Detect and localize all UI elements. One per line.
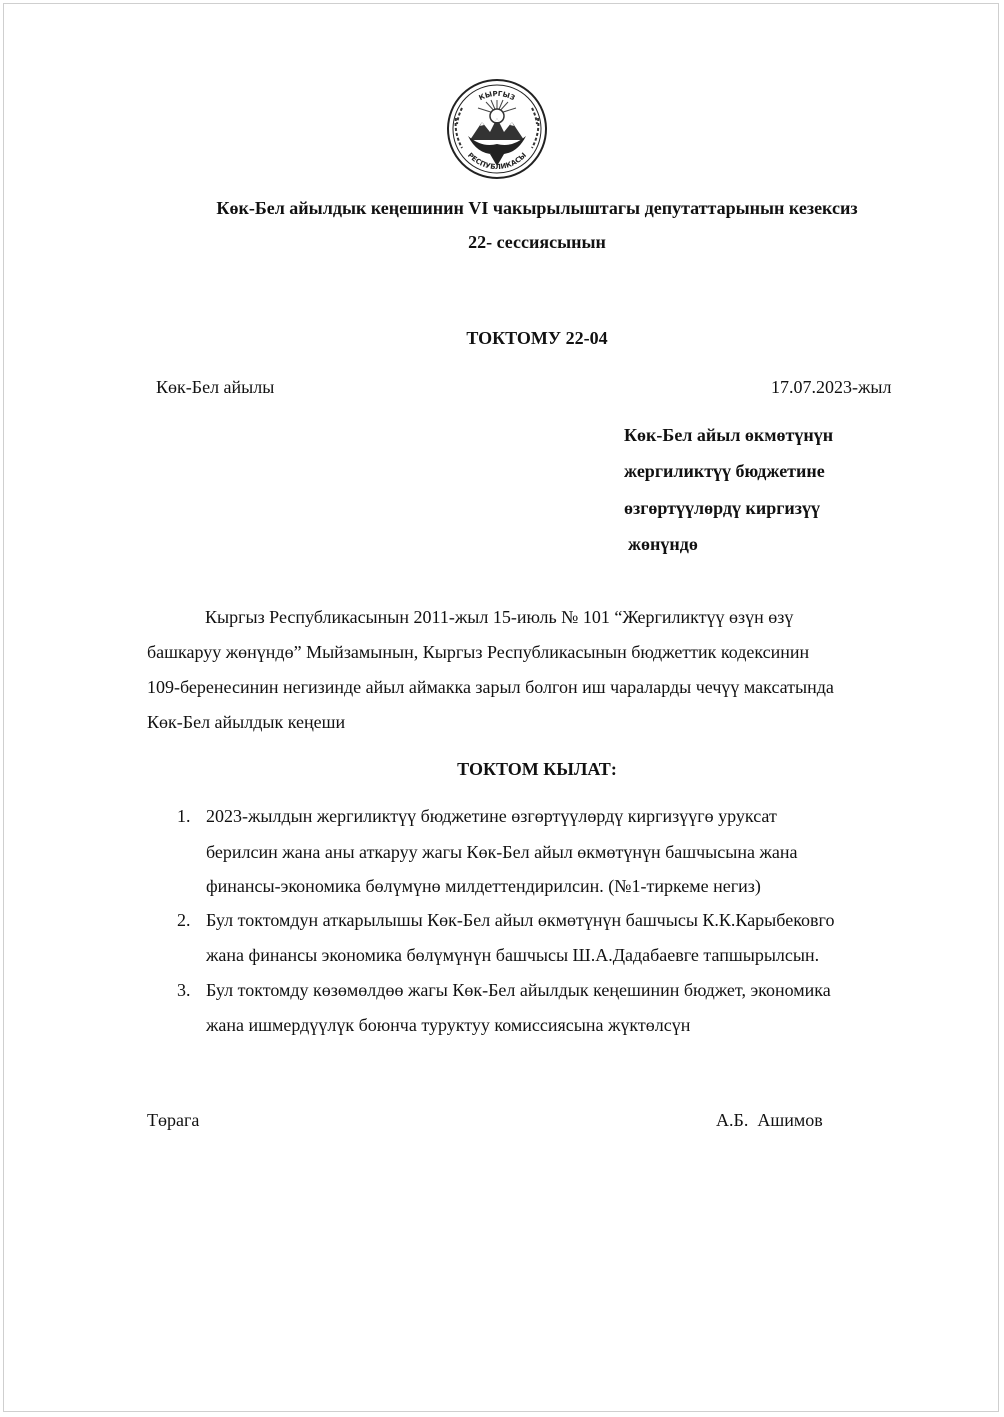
list-item-1-line-2: берилсин жана аны аткаруу жагы Көк-Бел айыл өкмөтүнүн башчысына жана bbox=[206, 842, 798, 862]
subject-line-1: Көк-Бел айыл өкмөтүнүн bbox=[624, 425, 834, 445]
header-line-2: 22- сессиясынын bbox=[468, 232, 606, 252]
subject-line-3: өзгөртүүлөрдү киргизүү bbox=[624, 498, 821, 518]
list-item-number: 3. bbox=[177, 980, 191, 1000]
decree-date: 17.07.2023-жыл bbox=[771, 377, 892, 397]
resolves-heading: ТОКТОМ КЫЛАТ: bbox=[457, 759, 617, 779]
list-item-number: 1. bbox=[177, 806, 191, 826]
emblem-top-text: КЫРГЫЗ bbox=[477, 89, 517, 103]
list-item-2-line-2: жана финансы экономика бөлүмүнүн башчысы Ш.А.Дадабаевге тапшырылсын. bbox=[206, 945, 820, 965]
decree-title: ТОКТОМУ 22-04 bbox=[466, 328, 608, 348]
preamble-line-2: башкаруу жөнүндө” Мыйзамынын, Кыргыз Республикасынын бюджеттик кодексинин bbox=[147, 642, 810, 662]
list-item-number: 2. bbox=[177, 910, 191, 930]
signature-role: Төрага bbox=[147, 1110, 200, 1130]
emblem-bottom-text: РЕСПУБЛИКАСЫ bbox=[465, 151, 529, 172]
decree-place: Көк-Бел айылы bbox=[156, 377, 275, 397]
list-item-1-line-3: финансы-экономика бөлүмүнө милдеттендирилсин. (№1-тиркеме негиз) bbox=[206, 876, 761, 896]
preamble-line-3: 109-беренесинин негизинде айыл аймакка зарыл болгон иш чараларды чечүү максатында bbox=[147, 677, 834, 697]
preamble-line-4: Көк-Бел айылдык кеңеши bbox=[147, 712, 346, 732]
list-item-1-line-1: 2023-жылдын жергиликтүү бюджетине өзгөртүүлөрдү киргизүүгө уруксат bbox=[206, 806, 777, 826]
preamble-line-1: Кыргыз Республикасынын 2011-жыл 15-июль № 101 “Жергиликтүү өзүн өзү bbox=[205, 607, 794, 627]
signature-name: А.Б. Ашимов bbox=[716, 1110, 823, 1130]
subject-line-4: жөнүндө bbox=[628, 534, 698, 554]
list-item-3-line-2: жана ишмердүүлүк боюнча туруктуу комиссиясына жүктөлсүн bbox=[206, 1015, 691, 1035]
subject-line-2: жергиликтүү бюджетине bbox=[624, 461, 825, 481]
state-emblem-icon bbox=[446, 78, 548, 180]
list-item-2-line-1: Бул токтомдун аткарылышы Көк-Бел айыл өкмөтүнүн башчысы К.К.Карыбековго bbox=[206, 910, 835, 930]
list-item-3-line-1: Бул токтомду көзөмөлдөө жагы Көк-Бел айылдык кеңешинин бюджет, экономика bbox=[206, 980, 831, 1000]
header-line-1: Көк-Бел айылдык кеңешинин VI чакырылыштагы депутаттарынын кезексиз bbox=[216, 198, 858, 218]
